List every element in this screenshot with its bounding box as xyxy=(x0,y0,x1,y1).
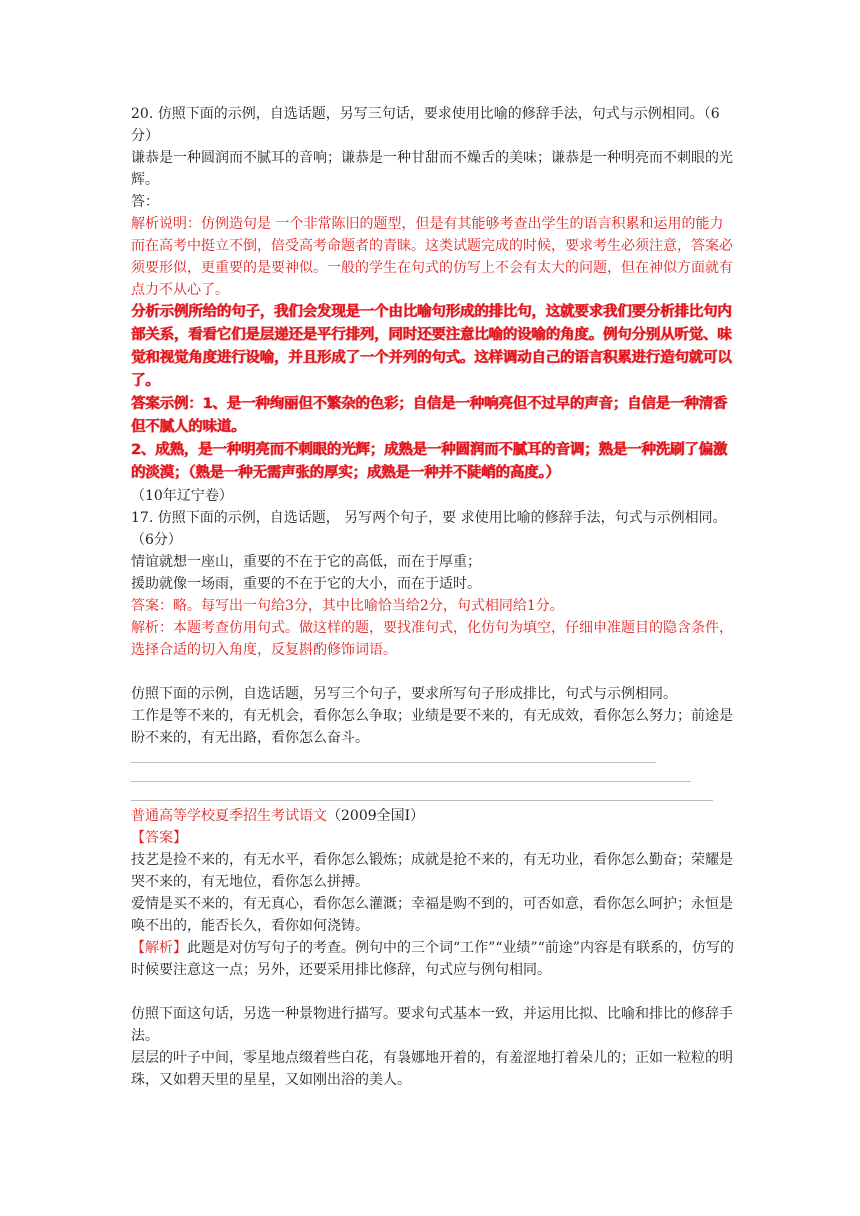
q17-analysis: 解析：本题考查仿用句式。做这样的题，要找准句式，化仿句为填空，仔细申准题目的隐含条件，选择合适的切入角度，反复斟酌修饰词语。 xyxy=(131,620,733,658)
q3-source-line xyxy=(131,805,736,827)
q17-prompt: 17. 仿照下面的示例，自选话题， 另写两个句子，要 求使用比喻的修辞手法，句式与示例相同。（6分） xyxy=(131,510,727,548)
q17-example-1: 情谊就想一座山，重要的不在于它的高低，而在于厚重； xyxy=(131,554,481,570)
q20-sample-answer-1: 答案示例：1、是一种绚丽但不繁杂的色彩；自信是一种响亮但不过早的声音；自信是一种清香但不腻人的味道。 xyxy=(131,396,728,435)
q3-source-year: （2009全国Ⅰ） xyxy=(327,808,425,824)
document-content xyxy=(131,103,736,1091)
q3-analysis-label: 【解析】 xyxy=(131,940,187,956)
q20-sample-answer-2: 2、成熟，是一种明亮而不刺眼的光辉；成熟是一种圆润而不腻耳的音调；熟是一种洗刷了偏激的淡漠；（熟是一种无需声张的厚实；成熟是一种并不陡峭的高度。） xyxy=(131,442,728,481)
answer-line xyxy=(131,762,656,763)
q17-source: （10年辽宁卷） xyxy=(131,488,233,504)
spacer xyxy=(131,981,736,1003)
q3-analysis-line xyxy=(131,937,736,981)
q17-example-2: 援助就像一场雨，重要的不在于它的大小，而在于适时。 xyxy=(131,576,481,592)
q3-analysis: 此题是对仿写句子的考查。例句中的三个词“工作”“业绩”“前途”内容是有联系的，仿写的时候要注意这一点；另外，还要采用排比修辞，句式应与例句相同。 xyxy=(131,940,734,978)
q3-prompt: 仿照下面的示例，自选话题，另写三个句子，要求所写句子形成排比，句式与示例相同。 xyxy=(131,686,677,702)
q3-answer-1: 技艺是捡不来的，有无水平，看你怎么锻炼；成就是抢不来的，有无功业，看你怎么勤奋；荣耀是哭不来的，有无地位，看你怎么拼搏。 xyxy=(131,852,733,890)
spacer xyxy=(131,661,736,683)
q3-example: 工作是等不来的，有无机会，看你怎么争取；业绩是要不来的，有无成效，看你怎么努力；前途是盼不来的，有无出路，看你怎么奋斗。 xyxy=(131,708,733,746)
q4-example: 层层的叶子中间，零星地点缀着些白花，有袅娜地开着的，有羞涩地打着朵儿的；正如一粒粒的明珠，又如碧天里的星星，又如刚出浴的美人。 xyxy=(131,1050,733,1088)
q3-answer-label: 【答案】 xyxy=(131,830,187,846)
q4-prompt: 仿照下面这句话，另选一种景物进行描写。要求句式基本一致，并运用比拟、比喻和排比的修辞手法。 xyxy=(131,1006,733,1044)
q20-analysis-detail: 分析示例所给的句子，我们会发现是一个由比喻句形成的排比句，这就要求我们要分析排比句内部关系，看看它们是层递还是平行排列，同时还要注意比喻的设喻的角度。例句分别从听觉、味觉和视觉角度进行设喻，并且形成了一个并列的句式。这样调动自己的语言积累进行造句就可以了。 xyxy=(131,304,732,389)
q20-analysis-intro: 解析说明：仿例造句是 一个非常陈旧的题型，但是有其能够考查出学生的语言积累和运用的能力而在高考中挺立不倒，倍受高考命题者的青睐。这类试题完成的时候，要求考生必须注意，答案必须要形似，更重要的是要神似。一般的学生在句式的仿写上不会有太大的问题，但在神似方面就有点力不从心了。 xyxy=(131,216,733,298)
answer-line xyxy=(131,800,713,801)
q20-example: 谦恭是一种圆润而不腻耳的音响；谦恭是一种甘甜而不燥舌的美味；谦恭是一种明亮而不刺眼的光辉。 xyxy=(131,150,733,188)
q3-answer-2: 爱情是买不来的，有无真心，看你怎么灌溉；幸福是购不到的，可否如意，看你怎么呵护；永恒是唤不出的，能否长久，看你如何浇铸。 xyxy=(131,896,733,934)
q17-answer: 答案：略。每写出一句给3分，其中比喻恰当给2分，句式相同给1分。 xyxy=(131,598,564,614)
answer-line xyxy=(131,781,691,782)
q20-prompt: 20. 仿照下面的示例，自选话题，另写三句话，要求使用比喻的修辞手法，句式与示例相同。（6分） xyxy=(131,106,720,144)
q20-answer-label: 答： xyxy=(131,194,159,210)
q3-source: 普通高等学校夏季招生考试语文 xyxy=(131,808,327,824)
